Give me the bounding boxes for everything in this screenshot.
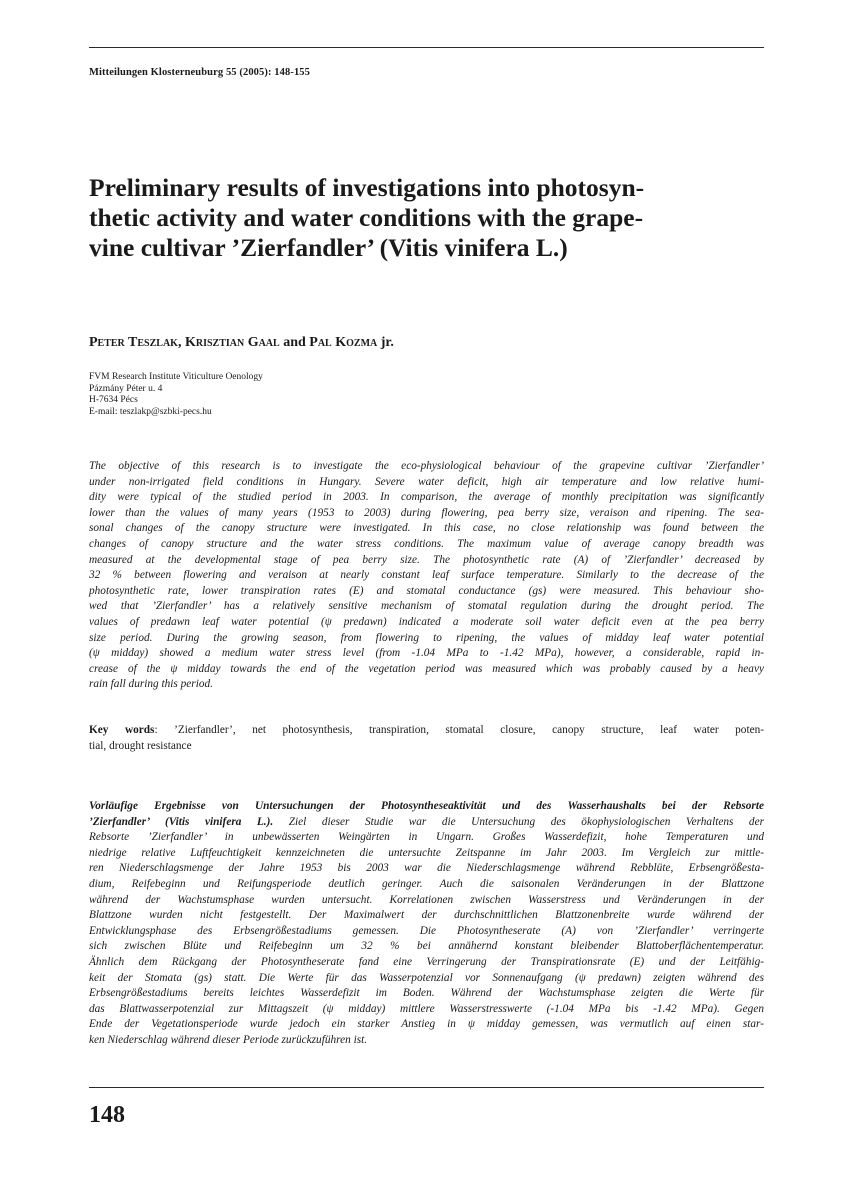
- german-line: dium, Reifebeginn und Reifungsperiode deutlich geringer. Auch die saisonalen Veränderungen in der Blattzone: [89, 877, 764, 890]
- german-abstract: [89, 799, 764, 1049]
- address-line: FVM Research Institute Viticulture Oenology: [89, 372, 263, 382]
- keywords-line: tial, drought resistance: [89, 739, 192, 752]
- keywords-label: Key words: [89, 724, 155, 736]
- german-text: Ziel dieser Studie war die Untersuchung des ökophysiologischen Verhaltens der: [273, 815, 764, 828]
- abstract-line: measured at the developmental stage of pea berry size. The photosynthetic rate (A) of ’Zierfandler’ decreased by: [89, 553, 764, 566]
- german-line: Ende der Vegetationsperiode wurde jedoch ein starker Anstieg in ψ midday gemessen, was vermutlich auf einen star-: [89, 1018, 764, 1031]
- german-line: ren Niederschlagsmenge der Jahre 1953 bis 2003 war die Niederschlagsmenge während Rebblüte, Erbsengrößesta-: [89, 862, 764, 875]
- author-separator: and: [279, 335, 310, 350]
- abstract-line: size period. During the growing season, from flowering to ripening, the values of midday leaf water potential: [89, 631, 764, 644]
- abstract: [89, 459, 764, 693]
- keywords-line: [89, 723, 764, 739]
- title-line: vine cultivar ’Zierfandler’ (Vitis vinifera L.): [89, 233, 568, 262]
- author-name: Pal Kozma: [309, 335, 378, 350]
- german-line: [89, 815, 764, 831]
- address-line: Pázmány Péter u. 4: [89, 383, 163, 394]
- author-list: [89, 335, 394, 351]
- keywords: [89, 723, 764, 754]
- author-separator: ,: [177, 335, 182, 350]
- address-line: H-7634 Pécs: [89, 395, 138, 406]
- abstract-line: (ψ midday) showed a medium water stress level (from -1.04 MPa to -1.42 MPa), however, a considerable, rapid in-: [89, 647, 764, 660]
- abstract-line: dity were typical of the studied period in 2003. In comparison, the average of monthly precipitation was significantly: [89, 491, 764, 504]
- article-title: [89, 173, 769, 263]
- title-line: Preliminary results of investigations into photosyn-: [89, 173, 645, 202]
- author-name: Peter Teszlak: [89, 335, 178, 350]
- german-line: Rebsorte ’Zierfandler’ in unbewässerten Weingärten in Ungarn. Großes Wasserdefizit, hohe Temperaturen und: [89, 831, 764, 844]
- german-line: das Blattwasserpotenzial zur Mittagszeit (ψ midday) mittlere Wasserstresswerte (-1.04 MPa bis -1.42 MPa). Gegen: [89, 1002, 764, 1015]
- bottom-rule: [89, 1087, 764, 1088]
- abstract-line: photosynthetic rate, lower transpiration rates (E) and stomatal conductance (gs) were measured. This behaviour sho-: [89, 584, 764, 597]
- german-line: ken Niederschlag während dieser Periode zurückzuführen ist.: [89, 1033, 368, 1046]
- title-line: thetic activity and water conditions with the grape-: [89, 203, 644, 232]
- abstract-line: 32 % between flowering and veraison at nearly constant leaf surface temperature. Similarly to the decrease of the: [89, 569, 764, 582]
- abstract-line: values of predawn leaf water potential (ψ predawn) indicated a moderate soil water deficit even at the pea berry: [89, 615, 764, 628]
- address-email: E-mail: teszlakp@szbki-pecs.hu: [89, 406, 212, 417]
- author-name: Krisztian Gaal: [184, 335, 280, 350]
- german-line: Ähnlich dem Rückgang der Photosyntheserate fand eine Verringerung der Transpirationsrate (E) und der Leitfähig-: [89, 955, 764, 968]
- german-line: niedrige relative Luftfeuchtigkeit kennzeichneten die untersuchte Zeitspanne im Jahr 2003. Im Vergleich zur mittle-: [89, 846, 764, 859]
- abstract-line: crease of the ψ midday towards the end of the vegetation period was measured which was probably caused by a heavy: [89, 662, 764, 675]
- abstract-line: wed that ’Zierfandler’ has a relatively sensitive mechanism of stomatal regulation during the drought period. The: [89, 600, 764, 613]
- german-title: Vorläufige Ergebnisse von Untersuchungen der Photosyntheseaktivität und des Wasserhaushalts bei der Rebsorte: [89, 800, 764, 812]
- journal-citation: Mitteilungen Klosterneuburg 55 (2005): 148-155: [89, 67, 310, 78]
- german-title-end: ’Zierfandler’ (Vitis vinifera L.).: [89, 815, 274, 828]
- abstract-line: lower than the values of many years (1953 to 2003) during flowering, pea berry size, veraison and ripening. The sea-: [89, 506, 764, 519]
- top-rule: [89, 47, 764, 48]
- abstract-line: under non-irrigated field conditions in Hungary. Severe water deficit, high air temperature and low relative humi-: [89, 475, 764, 488]
- abstract-line: The objective of this research is to investigate the eco-physiological behaviour of the grapevine cultivar ’Zierfandler’: [89, 460, 764, 472]
- abstract-line: sonal changes of the canopy structure were investigated. In this case, no close relationship was found between the: [89, 522, 764, 535]
- german-line: sich zwischen Blüte und Reifebeginn um 32 % bei annähernd konstant bleibender Blattoberflächentemperatur.: [89, 940, 764, 953]
- german-line: Entwicklungsphase des Erbsengrößestadiums gemessen. Die Photosyntheserate (A) von ’Zierfandler’ verringerte: [89, 924, 764, 937]
- german-line: keit der Stomata (gs) statt. Die Werte für das Wasserpotenzial vor Sonnenaufgang (ψ predawn) zeigten während des: [89, 971, 764, 984]
- affiliation-address: [89, 372, 263, 418]
- abstract-line: rain fall during this period.: [89, 678, 213, 691]
- german-line: Blattzone wurden nicht festgestellt. Der Maximalwert der durchschnittlichen Blattzonenbreite wurde während der: [89, 909, 764, 922]
- author-suffix: jr.: [377, 335, 394, 350]
- keywords-text: : ’Zierfandler’, net photosynthesis, transpiration, stomatal closure, canopy structure, leaf water poten-: [154, 724, 765, 736]
- german-line: Erbsengrößestadiums bereits leichtes Wasserdefizit im Boden. Während der Wachstumsphase zeigten die Werte für: [89, 987, 764, 1000]
- page-number: 148: [89, 1102, 125, 1128]
- abstract-line: changes of canopy structure and the water stress conditions. The maximum value of average canopy breadth was: [89, 537, 764, 550]
- german-line: während der Wachstumsphase wurden untersucht. Korrelationen zwischen Wasserstress und Veränderungen in der: [89, 893, 764, 906]
